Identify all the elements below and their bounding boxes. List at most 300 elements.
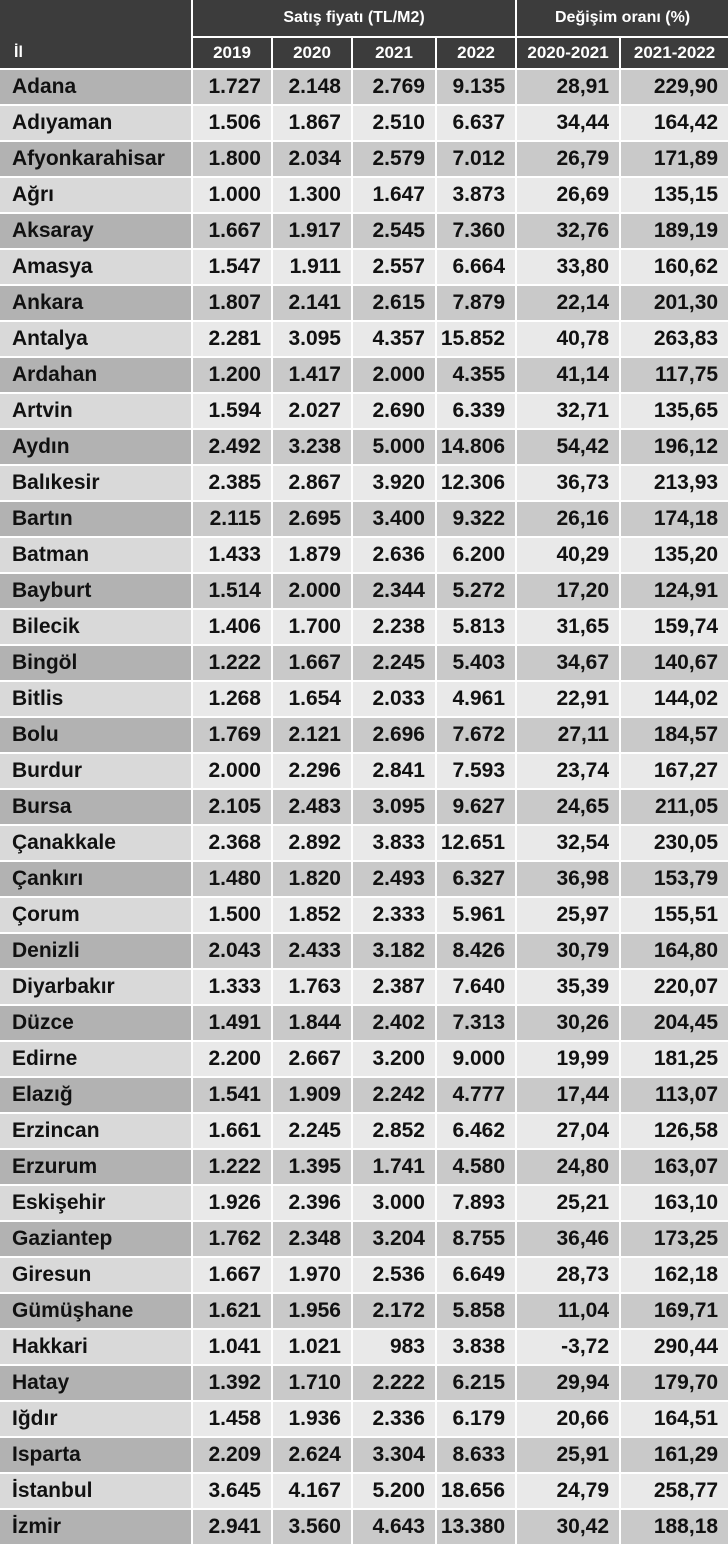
change-2021-2022-cell: 135,15 — [621, 178, 728, 214]
change-2021-2022-cell: 230,05 — [621, 826, 728, 862]
table-row — [0, 754, 728, 790]
price-2019-cell: 2.281 — [193, 322, 273, 358]
price-2021-cell: 5.000 — [353, 430, 437, 466]
table-row — [0, 1438, 728, 1474]
province-name-cell: Düzce — [0, 1006, 193, 1042]
change-2021-2022-cell: 213,93 — [621, 466, 728, 502]
change-2020-2021-cell: 30,26 — [517, 1006, 621, 1042]
price-2019-cell: 1.500 — [193, 898, 273, 934]
price-2022-cell: 4.961 — [437, 682, 517, 718]
price-2022-cell: 9.627 — [437, 790, 517, 826]
province-name-cell: Bayburt — [0, 574, 193, 610]
price-2019-cell: 1.458 — [193, 1402, 273, 1438]
price-2019-cell: 1.621 — [193, 1294, 273, 1330]
province-name-cell: Bilecik — [0, 610, 193, 646]
price-2021-cell: 2.536 — [353, 1258, 437, 1294]
price-2020-cell: 1.879 — [273, 538, 353, 574]
price-2020-cell: 1.956 — [273, 1294, 353, 1330]
province-name-cell: Hakkari — [0, 1330, 193, 1366]
price-2021-cell: 3.095 — [353, 790, 437, 826]
price-2021-cell: 3.200 — [353, 1042, 437, 1078]
change-2020-2021-cell: 40,78 — [517, 322, 621, 358]
change-2020-2021-cell: -3,72 — [517, 1330, 621, 1366]
price-2020-cell: 1.852 — [273, 898, 353, 934]
table-row — [0, 1474, 728, 1510]
price-2020-cell: 2.624 — [273, 1438, 353, 1474]
price-2020-cell: 3.238 — [273, 430, 353, 466]
table-row — [0, 1330, 728, 1366]
table-row — [0, 1114, 728, 1150]
change-2020-2021-cell: 30,79 — [517, 934, 621, 970]
change-2021-2022-cell: 135,20 — [621, 538, 728, 574]
change-2020-2021-cell: 34,44 — [517, 106, 621, 142]
price-2022-cell: 7.313 — [437, 1006, 517, 1042]
price-group-header: Satış fiyatı (TL/M2) — [193, 0, 517, 38]
price-2021-cell: 983 — [353, 1330, 437, 1366]
price-2022-cell: 6.462 — [437, 1114, 517, 1150]
province-name-cell: Hatay — [0, 1366, 193, 1402]
price-2022-cell: 6.327 — [437, 862, 517, 898]
price-2021-cell: 2.769 — [353, 70, 437, 106]
change-group-header: Değişim oranı (%) — [517, 0, 728, 38]
table-row — [0, 826, 728, 862]
price-2022-cell: 5.272 — [437, 574, 517, 610]
price-2022-cell: 4.580 — [437, 1150, 517, 1186]
price-2020-cell: 1.021 — [273, 1330, 353, 1366]
price-2020-cell: 2.667 — [273, 1042, 353, 1078]
province-name-cell: Artvin — [0, 394, 193, 430]
change-2020-2021-cell: 25,97 — [517, 898, 621, 934]
price-2021-cell: 2.402 — [353, 1006, 437, 1042]
price-2019-cell: 1.480 — [193, 862, 273, 898]
change-2020-2021-cell: 27,04 — [517, 1114, 621, 1150]
price-2021-cell: 3.182 — [353, 934, 437, 970]
price-2020-cell: 1.970 — [273, 1258, 353, 1294]
change-2020-2021-cell: 31,65 — [517, 610, 621, 646]
table-row — [0, 286, 728, 322]
price-2020-cell: 1.654 — [273, 682, 353, 718]
price-2022-cell: 8.755 — [437, 1222, 517, 1258]
price-2021-cell: 3.204 — [353, 1222, 437, 1258]
price-2019-cell: 2.200 — [193, 1042, 273, 1078]
price-2019-cell: 2.492 — [193, 430, 273, 466]
table-row — [0, 466, 728, 502]
province-name-cell: Edirne — [0, 1042, 193, 1078]
change-2021-2022-cell: 162,18 — [621, 1258, 728, 1294]
change-2021-2022-cell: 173,25 — [621, 1222, 728, 1258]
change-2021-2022-cell: 135,65 — [621, 394, 728, 430]
change-2021-2022-cell: 179,70 — [621, 1366, 728, 1402]
province-name-cell: Burdur — [0, 754, 193, 790]
column-header-2021: 2021 — [353, 38, 437, 70]
province-header: İl — [0, 0, 193, 70]
change-2021-2022-cell: 163,07 — [621, 1150, 728, 1186]
province-name-cell: Ankara — [0, 286, 193, 322]
price-2022-cell: 8.633 — [437, 1438, 517, 1474]
price-2022-cell: 8.426 — [437, 934, 517, 970]
change-2021-2022-cell: 159,74 — [621, 610, 728, 646]
table-row — [0, 862, 728, 898]
header-group-row — [0, 0, 728, 38]
change-2020-2021-cell: 33,80 — [517, 250, 621, 286]
table-row — [0, 1258, 728, 1294]
change-2020-2021-cell: 23,74 — [517, 754, 621, 790]
change-2021-2022-cell: 167,27 — [621, 754, 728, 790]
change-2020-2021-cell: 28,91 — [517, 70, 621, 106]
change-2020-2021-cell: 32,71 — [517, 394, 621, 430]
price-2021-cell: 2.245 — [353, 646, 437, 682]
change-2020-2021-cell: 24,79 — [517, 1474, 621, 1510]
change-2020-2021-cell: 41,14 — [517, 358, 621, 394]
column-header-2019: 2019 — [193, 38, 273, 70]
price-2022-cell: 7.640 — [437, 970, 517, 1006]
change-2021-2022-cell: 171,89 — [621, 142, 728, 178]
price-2020-cell: 1.917 — [273, 214, 353, 250]
price-2020-cell: 3.095 — [273, 322, 353, 358]
price-2020-cell: 1.844 — [273, 1006, 353, 1042]
change-2020-2021-cell: 36,46 — [517, 1222, 621, 1258]
price-2022-cell: 7.879 — [437, 286, 517, 322]
change-2021-2022-cell: 144,02 — [621, 682, 728, 718]
table-row — [0, 1222, 728, 1258]
price-2019-cell: 1.268 — [193, 682, 273, 718]
price-2019-cell: 1.926 — [193, 1186, 273, 1222]
price-2020-cell: 1.395 — [273, 1150, 353, 1186]
province-name-cell: Batman — [0, 538, 193, 574]
price-2022-cell: 3.873 — [437, 178, 517, 214]
table-row — [0, 970, 728, 1006]
price-2021-cell: 2.238 — [353, 610, 437, 646]
change-2020-2021-cell: 34,67 — [517, 646, 621, 682]
price-2022-cell: 6.200 — [437, 538, 517, 574]
price-2021-cell: 2.000 — [353, 358, 437, 394]
price-2022-cell: 5.961 — [437, 898, 517, 934]
table-row — [0, 1294, 728, 1330]
price-2020-cell: 1.417 — [273, 358, 353, 394]
price-2021-cell: 3.833 — [353, 826, 437, 862]
price-2020-cell: 2.245 — [273, 1114, 353, 1150]
price-2019-cell: 1.667 — [193, 1258, 273, 1294]
province-name-cell: Aydın — [0, 430, 193, 466]
change-2020-2021-cell: 11,04 — [517, 1294, 621, 1330]
price-2020-cell: 1.911 — [273, 250, 353, 286]
change-2021-2022-cell: 181,25 — [621, 1042, 728, 1078]
price-2020-cell: 1.936 — [273, 1402, 353, 1438]
table-row — [0, 1042, 728, 1078]
price-2022-cell: 4.777 — [437, 1078, 517, 1114]
price-2019-cell: 1.541 — [193, 1078, 273, 1114]
change-2021-2022-cell: 164,51 — [621, 1402, 728, 1438]
column-header-change-2021-2022: 2021-2022 — [621, 38, 728, 70]
price-2020-cell: 2.296 — [273, 754, 353, 790]
price-2020-cell: 2.396 — [273, 1186, 353, 1222]
price-2019-cell: 1.491 — [193, 1006, 273, 1042]
price-2022-cell: 5.858 — [437, 1294, 517, 1330]
price-2022-cell: 9.322 — [437, 502, 517, 538]
price-2019-cell: 1.769 — [193, 718, 273, 754]
price-2022-cell: 6.339 — [437, 394, 517, 430]
price-2019-cell: 1.041 — [193, 1330, 273, 1366]
province-name-cell: Bartın — [0, 502, 193, 538]
province-name-cell: Ardahan — [0, 358, 193, 394]
province-name-cell: Adıyaman — [0, 106, 193, 142]
table-row — [0, 790, 728, 826]
table-row — [0, 178, 728, 214]
price-2022-cell: 14.806 — [437, 430, 517, 466]
change-2021-2022-cell: 201,30 — [621, 286, 728, 322]
price-2022-cell: 6.179 — [437, 1402, 517, 1438]
price-2019-cell: 3.645 — [193, 1474, 273, 1510]
table-row — [0, 1402, 728, 1438]
change-2021-2022-cell: 184,57 — [621, 718, 728, 754]
price-2021-cell: 2.545 — [353, 214, 437, 250]
change-2020-2021-cell: 24,65 — [517, 790, 621, 826]
price-2022-cell: 6.649 — [437, 1258, 517, 1294]
change-2020-2021-cell: 30,42 — [517, 1510, 621, 1546]
price-2020-cell: 1.710 — [273, 1366, 353, 1402]
change-2021-2022-cell: 164,42 — [621, 106, 728, 142]
price-2019-cell: 2.368 — [193, 826, 273, 862]
province-name-cell: Denizli — [0, 934, 193, 970]
table-row — [0, 1150, 728, 1186]
price-2019-cell: 1.222 — [193, 1150, 273, 1186]
price-2019-cell: 1.000 — [193, 178, 273, 214]
change-2021-2022-cell: 220,07 — [621, 970, 728, 1006]
price-2021-cell: 2.493 — [353, 862, 437, 898]
price-2019-cell: 1.406 — [193, 610, 273, 646]
price-2019-cell: 1.514 — [193, 574, 273, 610]
price-2021-cell: 2.841 — [353, 754, 437, 790]
price-2019-cell: 2.105 — [193, 790, 273, 826]
price-2019-cell: 1.661 — [193, 1114, 273, 1150]
province-name-cell: Bursa — [0, 790, 193, 826]
price-2019-cell: 1.762 — [193, 1222, 273, 1258]
change-2020-2021-cell: 22,91 — [517, 682, 621, 718]
price-2019-cell: 1.800 — [193, 142, 273, 178]
change-2020-2021-cell: 32,54 — [517, 826, 621, 862]
price-2022-cell: 7.672 — [437, 718, 517, 754]
price-2020-cell: 4.167 — [273, 1474, 353, 1510]
price-2020-cell: 2.000 — [273, 574, 353, 610]
price-2021-cell: 3.000 — [353, 1186, 437, 1222]
table-row — [0, 1510, 728, 1546]
price-2022-cell: 18.656 — [437, 1474, 517, 1510]
province-name-cell: Balıkesir — [0, 466, 193, 502]
price-2022-cell: 6.664 — [437, 250, 517, 286]
price-2019-cell: 2.043 — [193, 934, 273, 970]
price-2022-cell: 5.813 — [437, 610, 517, 646]
province-name-cell: Giresun — [0, 1258, 193, 1294]
table-row — [0, 610, 728, 646]
price-2020-cell: 2.348 — [273, 1222, 353, 1258]
price-2022-cell: 6.637 — [437, 106, 517, 142]
price-2020-cell: 1.700 — [273, 610, 353, 646]
change-2021-2022-cell: 160,62 — [621, 250, 728, 286]
province-name-cell: Aksaray — [0, 214, 193, 250]
change-2020-2021-cell: 25,21 — [517, 1186, 621, 1222]
price-2021-cell: 4.357 — [353, 322, 437, 358]
table-body — [0, 70, 728, 1546]
province-name-cell: Bolu — [0, 718, 193, 754]
change-2021-2022-cell: 189,19 — [621, 214, 728, 250]
price-2022-cell: 5.403 — [437, 646, 517, 682]
price-2019-cell: 2.209 — [193, 1438, 273, 1474]
price-2020-cell: 1.867 — [273, 106, 353, 142]
change-2020-2021-cell: 36,73 — [517, 466, 621, 502]
price-2019-cell: 2.385 — [193, 466, 273, 502]
change-2021-2022-cell: 258,77 — [621, 1474, 728, 1510]
change-2021-2022-cell: 163,10 — [621, 1186, 728, 1222]
price-2020-cell: 1.909 — [273, 1078, 353, 1114]
price-2019-cell: 1.392 — [193, 1366, 273, 1402]
change-2021-2022-cell: 124,91 — [621, 574, 728, 610]
province-name-cell: Antalya — [0, 322, 193, 358]
change-2021-2022-cell: 169,71 — [621, 1294, 728, 1330]
price-2021-cell: 2.690 — [353, 394, 437, 430]
province-name-cell: Bitlis — [0, 682, 193, 718]
price-2021-cell: 2.557 — [353, 250, 437, 286]
province-name-cell: Erzurum — [0, 1150, 193, 1186]
price-2019-cell: 1.222 — [193, 646, 273, 682]
province-name-cell: Diyarbakır — [0, 970, 193, 1006]
price-2022-cell: 7.593 — [437, 754, 517, 790]
price-2022-cell: 9.135 — [437, 70, 517, 106]
table-row — [0, 394, 728, 430]
change-2020-2021-cell: 17,44 — [517, 1078, 621, 1114]
province-name-cell: Elazığ — [0, 1078, 193, 1114]
price-2020-cell: 2.695 — [273, 502, 353, 538]
change-2020-2021-cell: 22,14 — [517, 286, 621, 322]
province-name-cell: Amasya — [0, 250, 193, 286]
price-2019-cell: 2.115 — [193, 502, 273, 538]
price-2021-cell: 1.647 — [353, 178, 437, 214]
table-row — [0, 1078, 728, 1114]
province-name-cell: Erzincan — [0, 1114, 193, 1150]
province-name-cell: Gümüşhane — [0, 1294, 193, 1330]
price-2021-cell: 4.643 — [353, 1510, 437, 1546]
change-2020-2021-cell: 35,39 — [517, 970, 621, 1006]
table-row — [0, 898, 728, 934]
column-header-2022: 2022 — [437, 38, 517, 70]
change-2021-2022-cell: 126,58 — [621, 1114, 728, 1150]
price-2020-cell: 2.867 — [273, 466, 353, 502]
change-2020-2021-cell: 20,66 — [517, 1402, 621, 1438]
price-2021-cell: 5.200 — [353, 1474, 437, 1510]
price-2021-cell: 2.344 — [353, 574, 437, 610]
province-name-cell: Adana — [0, 70, 193, 106]
change-2021-2022-cell: 188,18 — [621, 1510, 728, 1546]
price-2019-cell: 1.547 — [193, 250, 273, 286]
price-2022-cell: 15.852 — [437, 322, 517, 358]
price-2021-cell: 2.510 — [353, 106, 437, 142]
price-2020-cell: 2.141 — [273, 286, 353, 322]
table-row — [0, 70, 728, 106]
table-row — [0, 574, 728, 610]
price-2021-cell: 2.033 — [353, 682, 437, 718]
price-2019-cell: 1.727 — [193, 70, 273, 106]
price-2019-cell: 2.941 — [193, 1510, 273, 1546]
table-row — [0, 1186, 728, 1222]
province-name-cell: Bingöl — [0, 646, 193, 682]
price-2019-cell: 1.433 — [193, 538, 273, 574]
price-2021-cell: 2.333 — [353, 898, 437, 934]
table-header — [0, 0, 728, 70]
price-2021-cell: 2.336 — [353, 1402, 437, 1438]
province-name-cell: Çankırı — [0, 862, 193, 898]
change-2021-2022-cell: 113,07 — [621, 1078, 728, 1114]
change-2020-2021-cell: 27,11 — [517, 718, 621, 754]
price-2020-cell: 2.892 — [273, 826, 353, 862]
change-2020-2021-cell: 32,76 — [517, 214, 621, 250]
price-2019-cell: 1.594 — [193, 394, 273, 430]
price-2021-cell: 2.615 — [353, 286, 437, 322]
change-2021-2022-cell: 196,12 — [621, 430, 728, 466]
price-2021-cell: 2.222 — [353, 1366, 437, 1402]
province-name-cell: İstanbul — [0, 1474, 193, 1510]
price-2019-cell: 1.667 — [193, 214, 273, 250]
change-2021-2022-cell: 290,44 — [621, 1330, 728, 1366]
price-2021-cell: 3.400 — [353, 502, 437, 538]
table-row — [0, 718, 728, 754]
price-2021-cell: 2.387 — [353, 970, 437, 1006]
price-2020-cell: 1.300 — [273, 178, 353, 214]
price-2021-cell: 2.636 — [353, 538, 437, 574]
price-2021-cell: 3.920 — [353, 466, 437, 502]
price-2019-cell: 1.200 — [193, 358, 273, 394]
price-2020-cell: 2.034 — [273, 142, 353, 178]
price-2022-cell: 3.838 — [437, 1330, 517, 1366]
price-2021-cell: 2.852 — [353, 1114, 437, 1150]
change-2020-2021-cell: 54,42 — [517, 430, 621, 466]
province-name-cell: Ağrı — [0, 178, 193, 214]
price-2020-cell: 2.027 — [273, 394, 353, 430]
price-2020-cell: 2.121 — [273, 718, 353, 754]
change-2021-2022-cell: 153,79 — [621, 862, 728, 898]
price-2022-cell: 6.215 — [437, 1366, 517, 1402]
price-2020-cell: 1.763 — [273, 970, 353, 1006]
price-2022-cell: 12.651 — [437, 826, 517, 862]
price-2019-cell: 1.333 — [193, 970, 273, 1006]
province-name-cell: Çorum — [0, 898, 193, 934]
change-2020-2021-cell: 36,98 — [517, 862, 621, 898]
price-2022-cell: 4.355 — [437, 358, 517, 394]
change-2021-2022-cell: 263,83 — [621, 322, 728, 358]
table-row — [0, 142, 728, 178]
price-2021-cell: 3.304 — [353, 1438, 437, 1474]
column-header-2020: 2020 — [273, 38, 353, 70]
price-2022-cell: 12.306 — [437, 466, 517, 502]
table-row — [0, 106, 728, 142]
change-2021-2022-cell: 204,45 — [621, 1006, 728, 1042]
price-2022-cell: 13.380 — [437, 1510, 517, 1546]
price-2021-cell: 1.741 — [353, 1150, 437, 1186]
price-2019-cell: 2.000 — [193, 754, 273, 790]
column-header-change-2020-2021: 2020-2021 — [517, 38, 621, 70]
table-row — [0, 1006, 728, 1042]
change-2020-2021-cell: 28,73 — [517, 1258, 621, 1294]
change-2021-2022-cell: 140,67 — [621, 646, 728, 682]
price-2022-cell: 7.012 — [437, 142, 517, 178]
province-name-cell: İzmir — [0, 1510, 193, 1546]
table-row — [0, 1366, 728, 1402]
price-2020-cell: 1.820 — [273, 862, 353, 898]
table-row — [0, 934, 728, 970]
table-row — [0, 538, 728, 574]
table-row — [0, 682, 728, 718]
change-2021-2022-cell: 161,29 — [621, 1438, 728, 1474]
change-2021-2022-cell: 229,90 — [621, 70, 728, 106]
province-name-cell: Çanakkale — [0, 826, 193, 862]
